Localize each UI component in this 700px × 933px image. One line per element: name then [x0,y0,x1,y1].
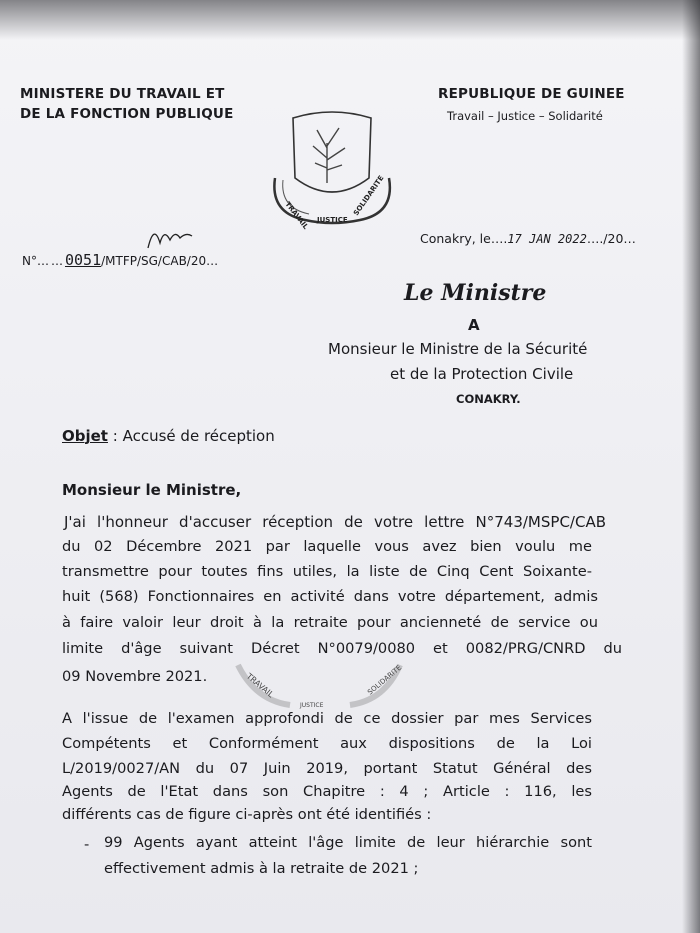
paragraph-2-line-1: A l'issue de l'examen approfondi de ce dossier par mes Services [62,710,592,727]
place-and-date: Conakry, le….17 JAN 2022…./20… [420,231,636,246]
ministry-line-2: DE LA FONCTION PUBLIQUE [20,106,234,122]
subject-line [62,427,275,445]
paragraph-1-line-5: à faire valoir leur droit à la retraite pour ancienneté de service ou [62,614,598,631]
scan-shadow-right [682,0,700,933]
subject-label: Objet [62,427,108,445]
address-line-1: Monsieur le Ministre de la Sécurité [328,340,588,358]
reference-number-value: 0051 [64,251,102,269]
date-place: Conakry, le [420,231,491,246]
paragraph-1-line-2: du 02 Décembre 2021 par laquelle vous avez bien voulu me [62,538,592,555]
handwritten-initial-signature [140,218,200,258]
reference-prefix: N° [22,254,37,268]
bullet-marker: - [84,836,90,853]
paragraph-2-line-4: Agents de l'Etat dans son Chapitre : 4 ; Article : 116, les [62,783,592,800]
ministry-line-1: MINISTERE DU TRAVAIL ET [20,86,225,102]
address-to: A [468,316,480,334]
date-year-tail: /20… [603,231,636,246]
scan-shadow-top [0,0,700,40]
faint-stamp-bottom-text: JUSTICE [300,702,324,709]
subject-colon: : [112,427,118,445]
paragraph-1-line-3: transmettre pour toutes fins utiles, la liste de Cinq Cent Soixante- [62,563,592,580]
paragraph-1-line-7: 09 Novembre 2021. [62,668,208,685]
bullet-line-1: 99 Agents ayant atteint l'âge limite de leur hiérarchie sont [104,834,592,851]
paragraph-1-line-4: huit (568) Fonctionnaires en activité dans votre département, admis [62,588,598,605]
paragraph-2-line-3: L/2019/0027/AN du 07 Juin 2019, portant Statut Général des [62,760,592,777]
subject-text: Accusé de réception [122,427,275,445]
salutation: Monsieur le Ministre, [62,481,242,499]
bullet-line-2: effectivement admis à la retraite de 2021 ; [104,860,419,877]
paragraph-2-line-5: différents cas de figure ci-après ont été identifiés : [62,806,432,823]
seal-ring-left-text: TRAVAIL [283,200,310,231]
paragraph-1-line-6: limite d'âge suivant Décret N°0079/0080 et 0082/PRG/CNRD du [62,640,622,657]
reference-number: N°……0051/MTFP/SG/CAB/20… [22,251,219,269]
faint-stamp-right-text: SOLIDARITE [366,663,404,697]
address-city: CONAKRY. [456,392,521,406]
faint-stamp-impression [230,655,410,710]
seal-ring-right-text: SOLIDARITE [352,174,386,218]
paragraph-2-line-2: Compétents et Conformément aux dispositions de la Loi [62,735,592,752]
republic-title: REPUBLIQUE DE GUINEE [438,86,625,102]
paragraph-1-line-1: J'ai l'honneur d'accuser réception de votre lettre N°743/MSPC/CAB [64,513,606,531]
date-stamp: 17 JAN 2022 [507,232,587,246]
reference-suffix: /MTFP/SG/CAB/20… [101,254,219,268]
signatory-title: Le Ministre [404,280,547,306]
national-motto: Travail – Justice – Solidarité [447,109,603,123]
guinea-coat-of-arms-seal [265,108,400,233]
faint-stamp-left-text: TRAVAIL [244,671,276,700]
seal-ring-bottom-text: JUSTICE [317,216,348,224]
address-line-2: et de la Protection Civile [390,365,574,383]
